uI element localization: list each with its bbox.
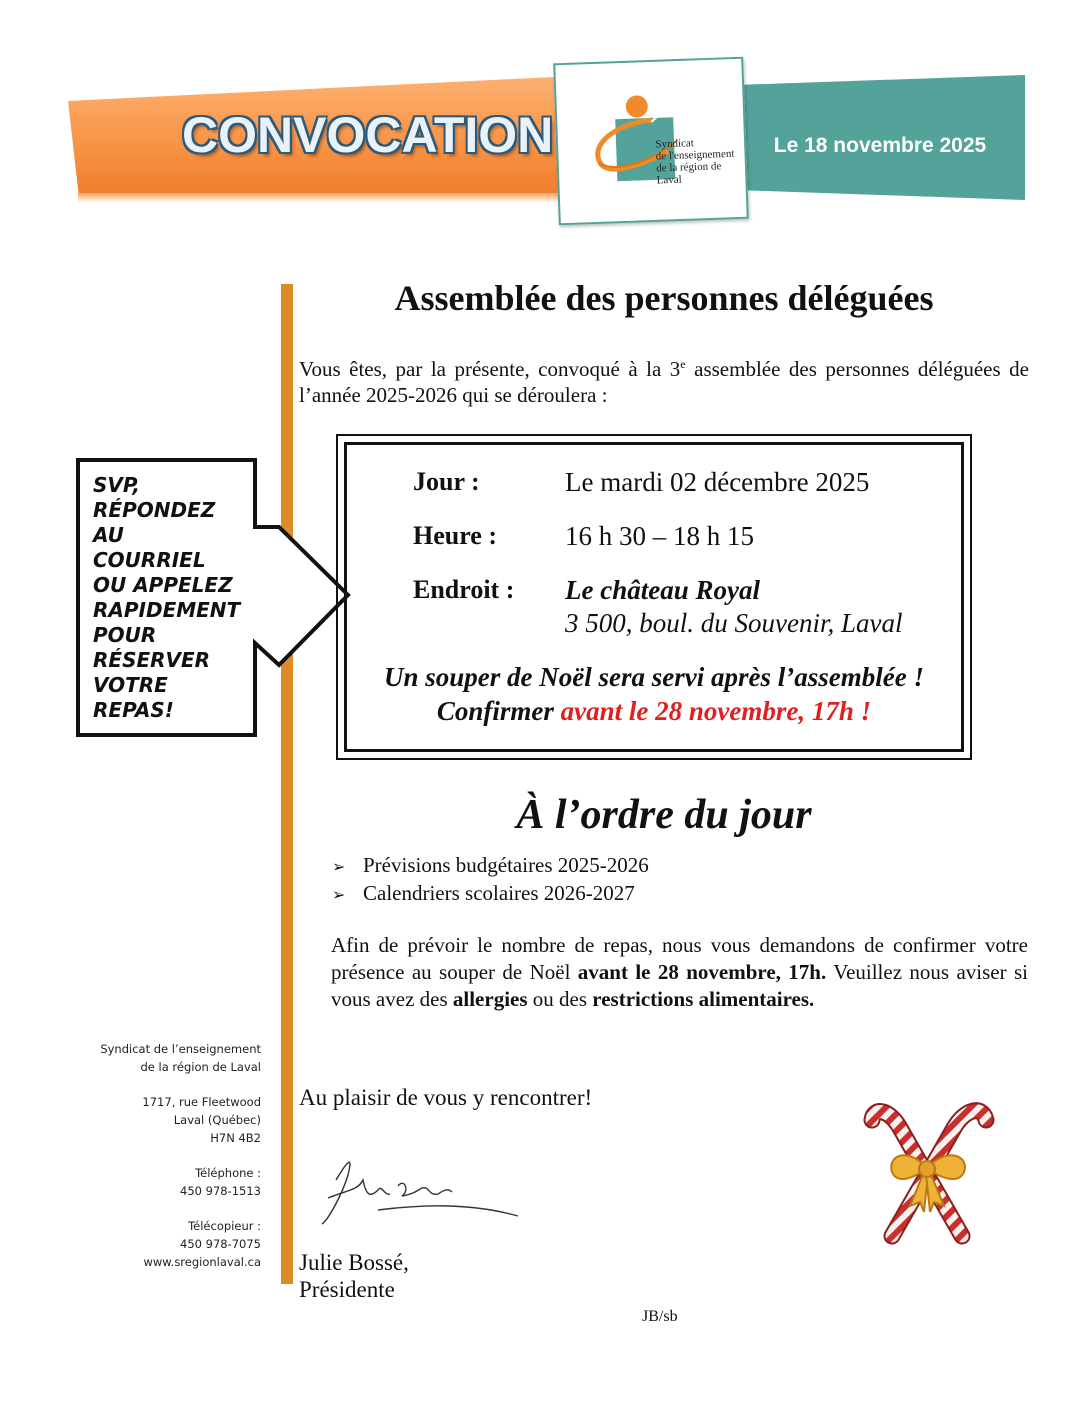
callout-line: VOTRE xyxy=(93,673,168,697)
fax-number: 450 978-7075 xyxy=(180,1237,261,1251)
website-link[interactable]: www.sregionlaval.ca xyxy=(143,1255,261,1269)
day-value: Le mardi 02 décembre 2025 xyxy=(565,467,870,497)
fax-label: Télécopieur : xyxy=(188,1219,261,1233)
dinner-note xyxy=(346,660,962,728)
logo-wordmark xyxy=(655,136,743,187)
logo-line-3: de la région de Laval xyxy=(656,160,722,187)
confirm-deadline: avant le 28 novembre, 17h ! xyxy=(560,696,872,726)
closing-greeting: Au plaisir de vous y rencontrer! xyxy=(299,1085,593,1110)
candy-cane-icon xyxy=(862,1076,997,1246)
confirm-line xyxy=(346,694,962,728)
intro-paragraph xyxy=(299,351,1029,408)
title-banner-shadow xyxy=(78,193,588,203)
callout-line: SVP, xyxy=(93,473,140,497)
notice-deadline: avant le 28 novembre, 17h. xyxy=(577,960,827,984)
callout-line: AU xyxy=(93,523,124,547)
page-title: Assemblée des personnes déléguées xyxy=(394,278,934,318)
notice-restrictions: restrictions alimentaires. xyxy=(592,987,815,1011)
time-value: 16 h 30 – 18 h 15 xyxy=(565,521,754,551)
notice-text: Veuillez nous aviser si vous avez des xyxy=(331,960,1028,1011)
place-name: Le château Royal xyxy=(565,575,760,605)
org-name-line: de la région de Laval xyxy=(140,1060,261,1074)
notice-allergies: allergies xyxy=(452,987,528,1011)
sidebar-fax xyxy=(60,1217,261,1271)
org-name-line: Syndicat de l’enseignement xyxy=(100,1042,261,1056)
address-line: Laval (Québec) xyxy=(173,1113,261,1127)
intro-ordinal: e xyxy=(680,357,686,371)
arrow-bullet-icon: ➢ xyxy=(332,857,346,876)
signature-icon xyxy=(318,1150,528,1230)
reply-callout xyxy=(93,473,253,723)
signer-block xyxy=(299,1249,599,1303)
callout-line: RÉPONDEZ xyxy=(93,498,216,522)
callout-line: POUR xyxy=(93,623,157,647)
banner-title: CONVOCATION xyxy=(182,107,554,163)
agenda-list xyxy=(332,852,932,908)
list-item xyxy=(332,880,932,908)
phone-number: 450 978-1513 xyxy=(180,1184,261,1198)
day-label: Jour : xyxy=(413,467,480,496)
arrow-bullet-icon: ➢ xyxy=(332,885,346,904)
address-line: 1717, rue Fleetwood xyxy=(142,1095,261,1109)
sidebar-address xyxy=(60,1093,261,1147)
dinner-note-line: Un souper de Noël sera servi après l’assemblée ! xyxy=(384,662,924,692)
vertical-divider xyxy=(281,284,293,1284)
intro-text-end: assemblée des personnes déléguées de l’année 2025-2026 qui se déroulera : xyxy=(299,357,1029,407)
sidebar-org xyxy=(60,1040,261,1076)
sidebar-phone xyxy=(60,1164,261,1200)
place-label: Endroit : xyxy=(413,575,515,604)
callout-line: OU APPELEZ xyxy=(93,573,233,597)
callout-line: RÉSERVER xyxy=(93,648,211,672)
signer-name: Julie Bossé, xyxy=(299,1250,409,1275)
intro-text-start: Vous êtes, par la présente, convoqué à la 3 xyxy=(299,357,681,381)
logo-line-2: de l'enseignement xyxy=(655,147,735,163)
notice-text: Afin de prévoir le nombre de repas, nous vous demandons de confirmer votre présence au souper de Noël xyxy=(331,933,1028,984)
place-address: 3 500, boul. du Souvenir, Laval xyxy=(565,608,903,638)
address-line: H7N 4B2 xyxy=(210,1131,261,1145)
notice-text: ou des xyxy=(527,987,593,1011)
reference-initials: JB/sb xyxy=(642,1308,678,1325)
agenda-item-text: Calendriers scolaires 2026-2027 xyxy=(363,881,635,905)
document-date: Le 18 novembre 2025 xyxy=(773,134,987,157)
phone-label: Téléphone : xyxy=(195,1166,261,1180)
meal-notice xyxy=(331,932,1028,1013)
callout-line: RAPIDEMENT xyxy=(93,598,241,622)
agenda-item-text: Prévisions budgétaires 2025-2026 xyxy=(363,853,649,877)
time-label: Heure : xyxy=(413,521,497,550)
confirm-prefix: Confirmer xyxy=(436,696,554,726)
signer-title: Présidente xyxy=(299,1277,395,1302)
logo-line-1: Syndicat xyxy=(655,137,695,151)
list-item xyxy=(332,852,932,880)
callout-line: COURRIEL xyxy=(93,548,206,572)
callout-line: REPAS! xyxy=(93,698,174,722)
agenda-title: À l’ordre du jour xyxy=(516,792,812,838)
